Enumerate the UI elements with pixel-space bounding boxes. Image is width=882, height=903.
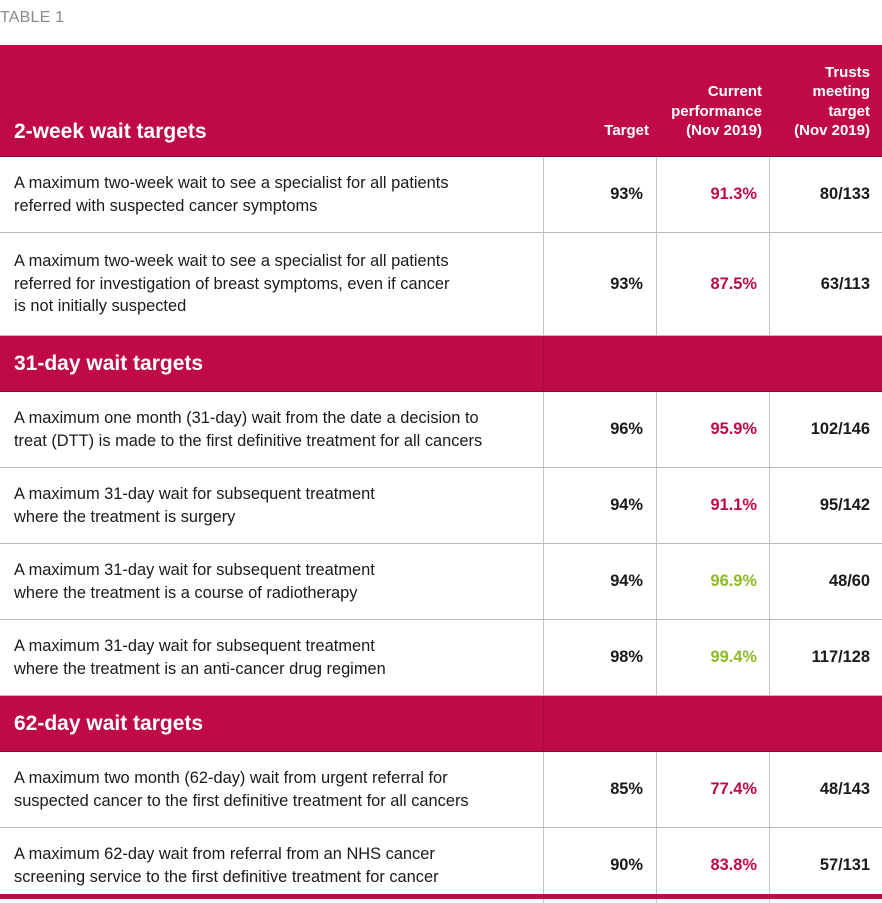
desc-line: A maximum one month (31-day) wait from the date a decision to (14, 409, 479, 427)
desc-line: referred for investigation of breast symptoms, even if cancer (14, 274, 450, 293)
desc-line: A maximum two-week wait to see a specialist for all patients (14, 174, 449, 192)
col-header-trusts-line: Trusts (824, 63, 870, 81)
table-header (0, 45, 882, 157)
table-row (0, 620, 882, 696)
row-description (0, 544, 543, 619)
table-row (0, 233, 882, 336)
desc-line: where the treatment is surgery (14, 507, 236, 526)
row-description (0, 157, 543, 232)
section-header-62-day (0, 696, 882, 752)
desc-line: A maximum two month (62-day) wait from urgent referral for (14, 769, 448, 787)
cancer-wait-targets-table (0, 45, 882, 903)
row-description (0, 392, 543, 467)
section-header-fill (543, 336, 882, 391)
row-description (0, 828, 543, 903)
section-header-31-day (0, 336, 882, 392)
col-header-current-performance (656, 45, 769, 156)
col-header-target: Target (604, 122, 649, 140)
row-trusts-meeting-target: 57/131 (769, 828, 882, 903)
row-description (0, 233, 543, 335)
col-header-trusts-line: meeting (812, 83, 870, 101)
row-target: 93% (543, 233, 656, 335)
desc-line: A maximum 31-day wait for subsequent treatment (14, 637, 375, 655)
row-current-performance: 91.3% (656, 157, 769, 232)
desc-line: where the treatment is a course of radiotherapy (14, 583, 358, 602)
table-row (0, 468, 882, 544)
table-row (0, 828, 882, 903)
table-row (0, 392, 882, 468)
row-trusts-meeting-target: 80/133 (769, 157, 882, 232)
col-header-perf-line: performance (671, 102, 762, 120)
section-header-fill (543, 696, 882, 751)
row-current-performance: 83.8% (656, 828, 769, 903)
section-title-62-day: 62-day wait targets (14, 711, 204, 735)
row-target: 94% (543, 544, 656, 619)
desc-line: A maximum 62-day wait from referral from an NHS cancer (14, 845, 435, 863)
desc-line: suspected cancer to the first definitive treatment for all cancers (14, 791, 469, 810)
row-target: 94% (543, 468, 656, 543)
table-bottom-rule (0, 894, 882, 899)
row-current-performance: 99.4% (656, 620, 769, 695)
row-trusts-meeting-target: 48/143 (769, 752, 882, 827)
section-title-2-week: 2-week wait targets (14, 120, 207, 144)
desc-line: is not initially suspected (14, 297, 187, 316)
row-target: 96% (543, 392, 656, 467)
row-current-performance: 95.9% (656, 392, 769, 467)
desc-line: where the treatment is an anti-cancer drug regimen (14, 659, 386, 678)
desc-line: A maximum 31-day wait for subsequent treatment (14, 485, 375, 503)
col-header-trusts-line: target (828, 102, 870, 120)
row-current-performance: 77.4% (656, 752, 769, 827)
row-current-performance: 87.5% (656, 233, 769, 335)
section-title-31-day: 31-day wait targets (14, 351, 204, 375)
col-header-trusts-line: (Nov 2019) (794, 122, 870, 140)
row-trusts-meeting-target: 63/113 (769, 233, 882, 335)
desc-line: treat (DTT) is made to the first definitive treatment for all cancers (14, 431, 483, 450)
row-trusts-meeting-target: 102/146 (769, 392, 882, 467)
row-description (0, 752, 543, 827)
row-target: 85% (543, 752, 656, 827)
row-target: 93% (543, 157, 656, 232)
desc-line: A maximum 31-day wait for subsequent treatment (14, 561, 375, 579)
row-current-performance: 91.1% (656, 468, 769, 543)
row-target: 90% (543, 828, 656, 903)
row-trusts-meeting-target: 48/60 (769, 544, 882, 619)
row-description (0, 468, 543, 543)
row-description (0, 620, 543, 695)
table-row (0, 752, 882, 828)
row-trusts-meeting-target: 117/128 (769, 620, 882, 695)
row-current-performance: 96.9% (656, 544, 769, 619)
desc-line: referred with suspected cancer symptoms (14, 196, 318, 215)
col-header-perf-line: (Nov 2019) (686, 122, 762, 140)
table-caption: TABLE 1 (0, 9, 65, 26)
desc-line: A maximum two-week wait to see a specialist for all patients (14, 252, 449, 271)
row-target: 98% (543, 620, 656, 695)
col-header-trusts-meeting-target (769, 45, 882, 156)
col-header-perf-line: Current (707, 83, 762, 101)
row-trusts-meeting-target: 95/142 (769, 468, 882, 543)
table-row (0, 544, 882, 620)
table-row (0, 157, 882, 233)
desc-line: screening service to the first definitive treatment for cancer (14, 867, 439, 886)
